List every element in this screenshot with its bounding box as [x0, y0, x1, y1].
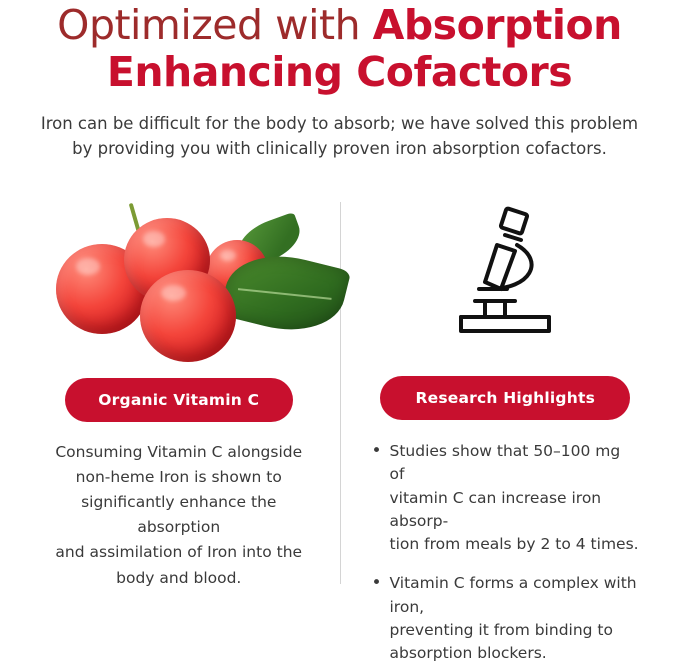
- headline-light-text: Optimized with: [57, 1, 373, 49]
- headline-line-2: Enhancing Cofactors: [106, 48, 573, 97]
- list-item: [372, 440, 640, 556]
- subtitle-line-2: by providing you with clinically proven iron absorption cofactors.: [72, 139, 607, 159]
- description-line-3: significantly enhance the absorption: [81, 493, 277, 537]
- research-bullet-list: [372, 440, 640, 665]
- vitamin-c-description: [40, 440, 318, 591]
- bullet-2-line-3: absorption blockers.: [389, 644, 547, 663]
- headline-bold-text: Absorption: [372, 1, 622, 49]
- content-columns: [18, 194, 661, 663]
- headline-line-1: [18, 1, 661, 49]
- bullet-1-line-1: • Studies show that 50–100 mg of: [389, 442, 621, 484]
- research-highlights-badge[interactable]: Research Highlights: [380, 376, 630, 420]
- bullet-2-line-1: • Vitamin C forms a complex with iron,: [389, 574, 637, 616]
- cherry-icon: [140, 270, 236, 362]
- bullet-1-line-3: tion from meals by 2 to 4 times.: [389, 535, 639, 554]
- description-line-4: and assimilation of Iron into the: [55, 543, 303, 562]
- cherry-image: [40, 196, 318, 368]
- microscope-icon: [372, 194, 640, 366]
- description-line-1: Consuming Vitamin C alongside: [55, 443, 303, 462]
- description-line-2: non-heme Iron is shown to: [75, 468, 282, 487]
- column-research: [340, 194, 662, 663]
- subtitle-line-1: Iron can be difficult for the body to absorb; we have solved this problem: [40, 113, 639, 133]
- page-title: [18, 0, 661, 95]
- subtitle: [20, 111, 660, 162]
- bullet-2-line-2: preventing it from binding to: [389, 620, 613, 639]
- list-item: [372, 572, 640, 665]
- organic-vitamin-c-badge[interactable]: Organic Vitamin C: [65, 378, 293, 422]
- column-vitamin-c: [18, 194, 340, 594]
- description-line-5: body and blood.: [116, 568, 242, 587]
- column-divider: [340, 202, 341, 584]
- bullet-1-line-2: vitamin C can increase iron absorp-: [389, 488, 602, 530]
